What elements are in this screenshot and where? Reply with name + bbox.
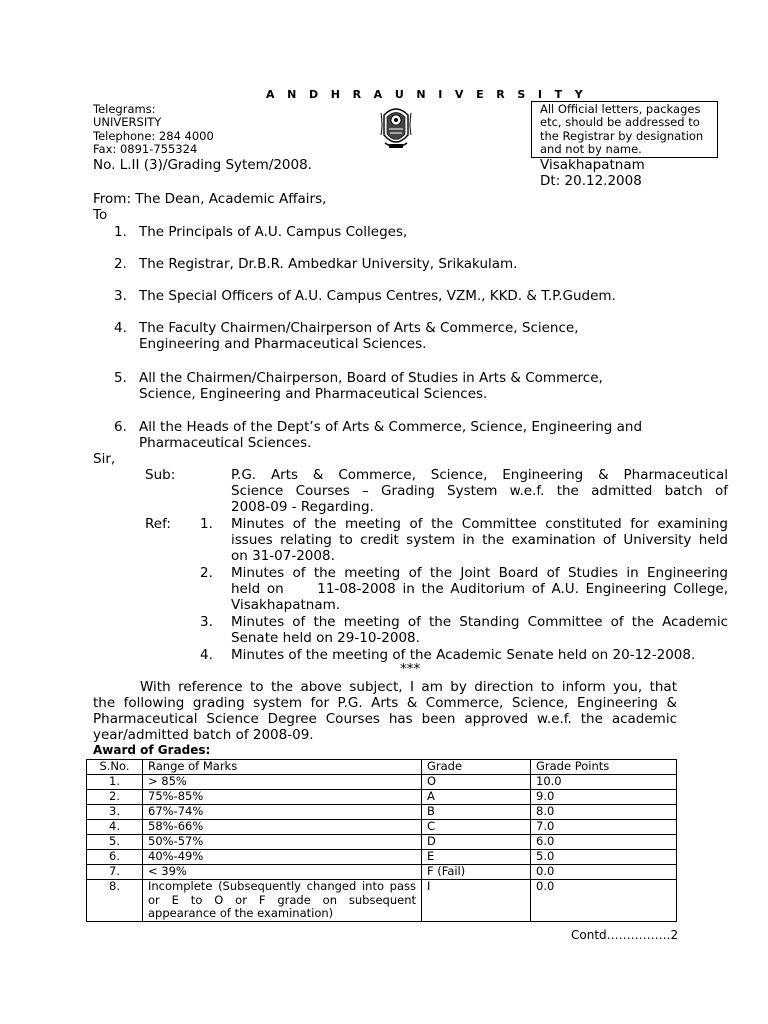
- to-line: To: [93, 207, 108, 223]
- body-paragraph: With reference to the above subject, I am by direction to inform you, that the following grading system for P.G. Arts & Commerce, Science, Engineering & Pharmaceutical Science Degree Courses has been approved w.e.f. the academic year/admitted batch of 2008-09.: [93, 679, 677, 743]
- table-row: 6. 40%-49% E 5.0: [87, 850, 677, 865]
- letter-page: A N D H R A U N I V E R S I T Y Telegrams: UNIVERSITY Telephone: 284 4000 Fax: 0891-755324 All Official letters, packages etc, should be addressed to the Registrar by designation and not by name. No. L.II (3)/Grading Sytem/2008. Visakhapatnam Dt: 20.12.2008 From: The Dean, Academic Affairs, To 1. The Principals of A.U. Campus Colleges, 2. The Registrar, Dr.B.R. Ambedkar University, Srikakulam. 3. The Special Officers of A.U. Campus Centres, VZM., KKD. & T.P.Gudem. 4. The Faculty Chairmen/Chairperson of Arts & Commerce, Science, Engineering and Pharmaceutical Sciences. 5. All the Chairmen/Chairperson, Board of Studies in Arts & Commerce, Science, Engineering and Pharmaceutical Sciences. 6. All the Heads of the Dept’s of Arts & Commerce, Science, Engineering and Pharmaceutical Sciences. Sir, Sub: P.G. Arts & Commerce, Science, Engineering & Pharmaceutical Science Courses – Grading System w.e.f. the admitted batch of 2008-09 - Regarding. Ref: 1. Minutes of the meeting of the Committee constituted for examining issues relating to credit system in the examination of University held on 31-07-2008. 2. Minutes of the meeting of the Joint Board of Studies in Engineering held on 11-08-2008 in the Auditorium of A.U. Engineering College, Visakhapatnam. 3. Minutes of the meeting of the Standing Committee of the Academic Senate held on 29-10-2008. 4. Minutes of the meeting of the Academic Senate held on 20-12-2008. *** With reference to the above subject, I am by direction to inform you, that the following grading system for P.G. Arts & Commerce, Science, Engineering & Pharmaceutical Science Degree Courses has been approved w.e.f. the academic year/admitted batch of 2008-09. Award of Grades: S.No. Range of Marks Grade Grade Points 1. > 85% O 10.0 2. 75%-85% A 9.0 3. 67%-74% B 8.0 4. 58%-66% C 7.0 5. 50%-57% D 6.0 6. 40%-49% E 5.0 7. < 39% F (Fail) 0.0 8. Incomplete (Subsequently changed into pass or E to O or F grade on subsequent appearance of the examination) I 0.0 Contd…………….2: [0, 0, 768, 1024]
- table-row: 8. Incomplete (Subsequently changed into pass or E to O or F grade on subsequent appearance of the examination) I 0.0: [87, 880, 677, 922]
- reference-item: Minutes of the meeting of the Joint Board of Studies in Engineering held on 11-08-2008 in the Auditorium of A.U. Engineering College, Visakhapatnam.: [231, 565, 728, 613]
- column-header: Range of Marks: [143, 760, 422, 775]
- reference-number-4: 4.: [200, 647, 213, 663]
- table-row: 1. > 85% O 10.0: [87, 775, 677, 790]
- telegrams-label: Telegrams:: [93, 102, 156, 116]
- salutation: Sir,: [93, 451, 116, 467]
- address-notice-box: [531, 101, 718, 158]
- contact-block: [93, 103, 214, 156]
- place: Visakhapatnam: [540, 157, 645, 173]
- award-heading: Award of Grades:: [93, 743, 211, 757]
- fax: Fax: 0891-755324: [93, 141, 198, 156]
- reference-item: Minutes of the meeting of the Standing Committee of the Academic Senate held on 29-10-2008.: [231, 614, 728, 646]
- continued-note: Contd…………….2: [571, 928, 679, 942]
- letter-date: Dt: 20.12.2008: [540, 173, 642, 189]
- subject-text: P.G. Arts & Commerce, Science, Engineering & Pharmaceutical Science Courses – Grading System w.e.f. the admitted batch of 2008-09 - Regarding.: [231, 467, 728, 515]
- university-emblem-icon: [379, 105, 413, 151]
- notice-line: All Official letters, packages: [540, 102, 701, 116]
- reference-number-2: 2.: [200, 565, 213, 581]
- reference-item: Minutes of the meeting of the Committee constituted for examining issues relating to credit system in the examination of University held on 31-07-2008.: [231, 516, 728, 564]
- table-row: 2. 75%-85% A 9.0: [87, 790, 677, 805]
- separator-stars: ***: [400, 661, 421, 677]
- reference-number-1: 1.: [200, 516, 213, 532]
- table-row: 3. 67%-74% B 8.0: [87, 805, 677, 820]
- notice-line: etc, should be addressed to: [540, 115, 700, 130]
- table-row: 5. 50%-57% D 6.0: [87, 835, 677, 850]
- grades-table: [86, 759, 677, 922]
- reference-number: No. L.II (3)/Grading Sytem/2008.: [93, 157, 312, 173]
- notice-line: the Registrar by designation: [540, 128, 704, 143]
- table-row: 4. 58%-66% C 7.0: [87, 820, 677, 835]
- table-row: 7. < 39% F (Fail) 0.0: [87, 865, 677, 880]
- university-title: A N D H R A U N I V E R S I T Y: [266, 88, 588, 101]
- reference-label: Ref:: [145, 516, 171, 532]
- from-line: From: The Dean, Academic Affairs,: [93, 191, 327, 207]
- telegrams-value: UNIVERSITY: [93, 115, 162, 130]
- column-header: Grade Points: [531, 760, 677, 775]
- reference-number-3: 3.: [200, 614, 213, 630]
- column-header: S.No.: [87, 760, 143, 775]
- notice-line: and not by name.: [540, 141, 642, 156]
- table-header-row: [87, 760, 677, 775]
- reference-item: Minutes of the meeting of the Academic Senate held on 20-12-2008.: [231, 647, 696, 663]
- column-header: Grade: [422, 760, 531, 775]
- telephone: Telephone: 284 4000: [93, 128, 214, 143]
- subject-label: Sub:: [145, 467, 176, 483]
